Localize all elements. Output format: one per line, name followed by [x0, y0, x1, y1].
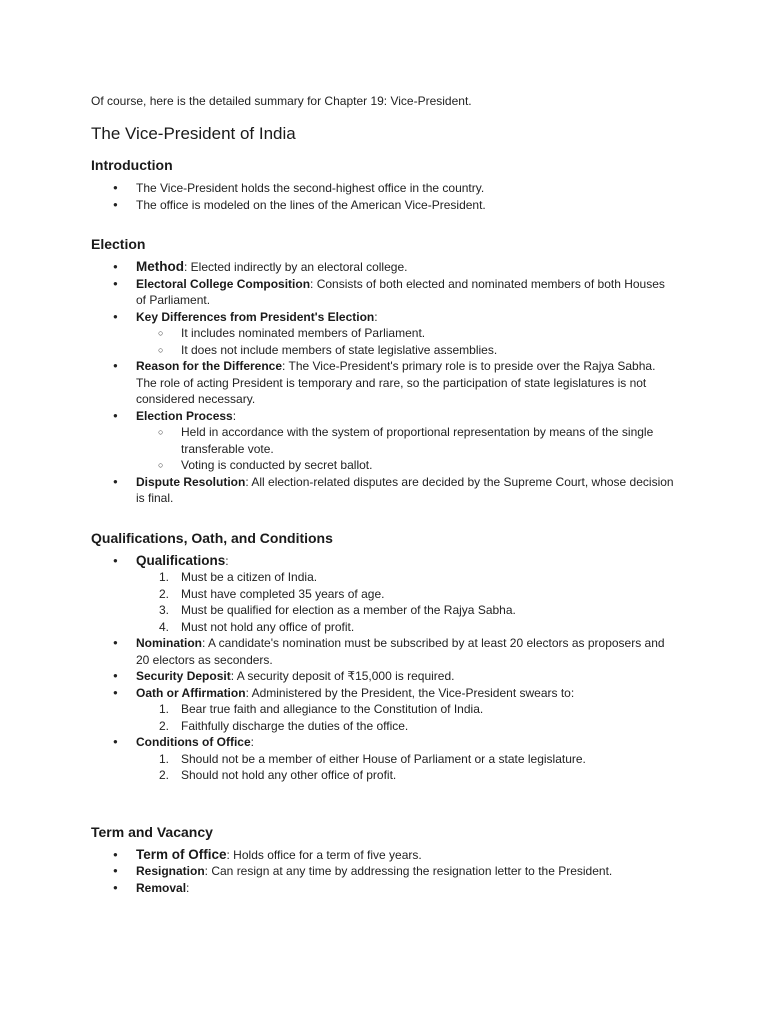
list-item: ● Reason for the Difference: The Vice-President's primary role is to preside over the Rajya Sabha. The role of acting President is temporary and rare, so the participation of state legislatures is not considered necessary. — [91, 358, 676, 408]
list-item: ● Oath or Affirmation: Administered by the President, the Vice-President swears to: 1. Bear true faith and allegiance to the Constitution of India. 2. Faithfully discharge the duties of the office. — [91, 685, 676, 735]
list-item: ● Method: Elected indirectly by an electoral college. — [91, 259, 676, 276]
item-label: Resignation — [136, 864, 205, 878]
item-label: Reason for the Difference — [136, 359, 283, 373]
introduction-heading: Introduction — [91, 157, 173, 173]
item-label: Electoral College Composition — [136, 276, 311, 291]
numbered-item: 4. Must not hold any office of profit. — [159, 619, 355, 634]
sub-list-item: ○ It does not include members of state legislative assemblies. — [136, 342, 676, 359]
item-label: Key Differences from President's Election — [136, 309, 375, 324]
numbered-item: 1. Must be a citizen of India. — [159, 570, 318, 584]
sub-list-item: ○ Voting is conducted by secret ballot. — [136, 457, 676, 474]
sub-list — [136, 424, 676, 474]
introduction-list — [91, 180, 676, 213]
item-label: Election Process — [136, 408, 233, 423]
qualifications-list — [91, 553, 676, 784]
sub-list-item: ○ It includes nominated members of Parliament. — [136, 325, 676, 342]
numbered-list — [136, 751, 676, 784]
list-item: ● Dispute Resolution: All election-related disputes are decided by the Supreme Court, whose decision is final. — [91, 474, 676, 507]
list-item: ● Election Process: ○ Held in accordance with the system of proportional representation by means of the single transferable vote. ○ Voting is conducted by secret ballot. — [91, 408, 676, 474]
list-item: ● Security Deposit: A security deposit of ₹15,000 is required. — [91, 668, 676, 685]
numbered-item: 1. Bear true faith and allegiance to the Constitution of India. — [159, 702, 484, 716]
numbered-item: 3. Must be qualified for election as a member of the Rajya Sabha. — [159, 603, 516, 617]
item-label: Oath or Affirmation — [136, 685, 246, 700]
numbered-item: 2. Faithfully discharge the duties of the office. — [159, 718, 409, 733]
list-item: ● Key Differences from President's Election: ○ It includes nominated members of Parliament. ○ It does not include members of state legislative assemblies. — [91, 309, 676, 359]
list-item: ● Nomination: A candidate's nomination must be subscribed by at least 20 electors as proposers and 20 electors as seconders. — [91, 635, 676, 668]
item-label: Conditions of Office — [136, 735, 251, 749]
election-list — [91, 259, 676, 507]
page-title: The Vice-President of India — [91, 124, 296, 143]
election-heading: Election — [91, 236, 146, 252]
list-item: ● Term of Office: Holds office for a term of five years. — [91, 847, 676, 864]
list-item: ● Removal: — [91, 880, 676, 897]
sub-list-item: ○ Held in accordance with the system of proportional representation by means of the single transferable vote. — [136, 424, 676, 457]
intro-line: Of course, here is the detailed summary for Chapter 19: Vice-President. — [91, 94, 472, 108]
item-label: Security Deposit — [136, 669, 231, 683]
item-label: Removal — [136, 880, 187, 895]
sub-list — [136, 325, 676, 358]
item-label: Method — [136, 259, 184, 274]
list-item: ● Resignation: Can resign at any time by addressing the resignation letter to the President. — [91, 863, 676, 880]
list-item: ● Conditions of Office: 1. Should not be a member of either House of Parliament or a state legislature. 2. Should not hold any other office of profit. — [91, 734, 676, 784]
numbered-item: 2. Must have completed 35 years of age. — [159, 586, 385, 601]
numbered-list — [136, 569, 676, 635]
term-list — [91, 847, 676, 897]
list-item: ● The office is modeled on the lines of the American Vice-President. — [91, 197, 676, 214]
qualifications-heading: Qualifications, Oath, and Conditions — [91, 529, 333, 546]
list-item: ● Electoral College Composition: Consists of both elected and nominated members of both Houses of Parliament. — [91, 276, 676, 309]
numbered-item: 1. Should not be a member of either House of Parliament or a state legislature. — [159, 751, 586, 766]
numbered-list — [136, 701, 676, 734]
item-label: Qualifications — [136, 552, 226, 568]
list-item: ● The Vice-President holds the second-highest office in the country. — [91, 180, 676, 197]
item-label: Term of Office — [136, 846, 227, 862]
item-label: Dispute Resolution — [136, 474, 246, 489]
numbered-item: 2. Should not hold any other office of profit. — [159, 768, 397, 782]
list-item: ● Qualifications: 1. Must be a citizen of India. 2. Must have completed 35 years of age. 3. Must be qualified for election as a member of the Rajya Sabha. 4. Must not hold any office of profit. — [91, 553, 676, 636]
item-label: Nomination — [136, 636, 202, 650]
term-heading: Term and Vacancy — [91, 823, 213, 840]
